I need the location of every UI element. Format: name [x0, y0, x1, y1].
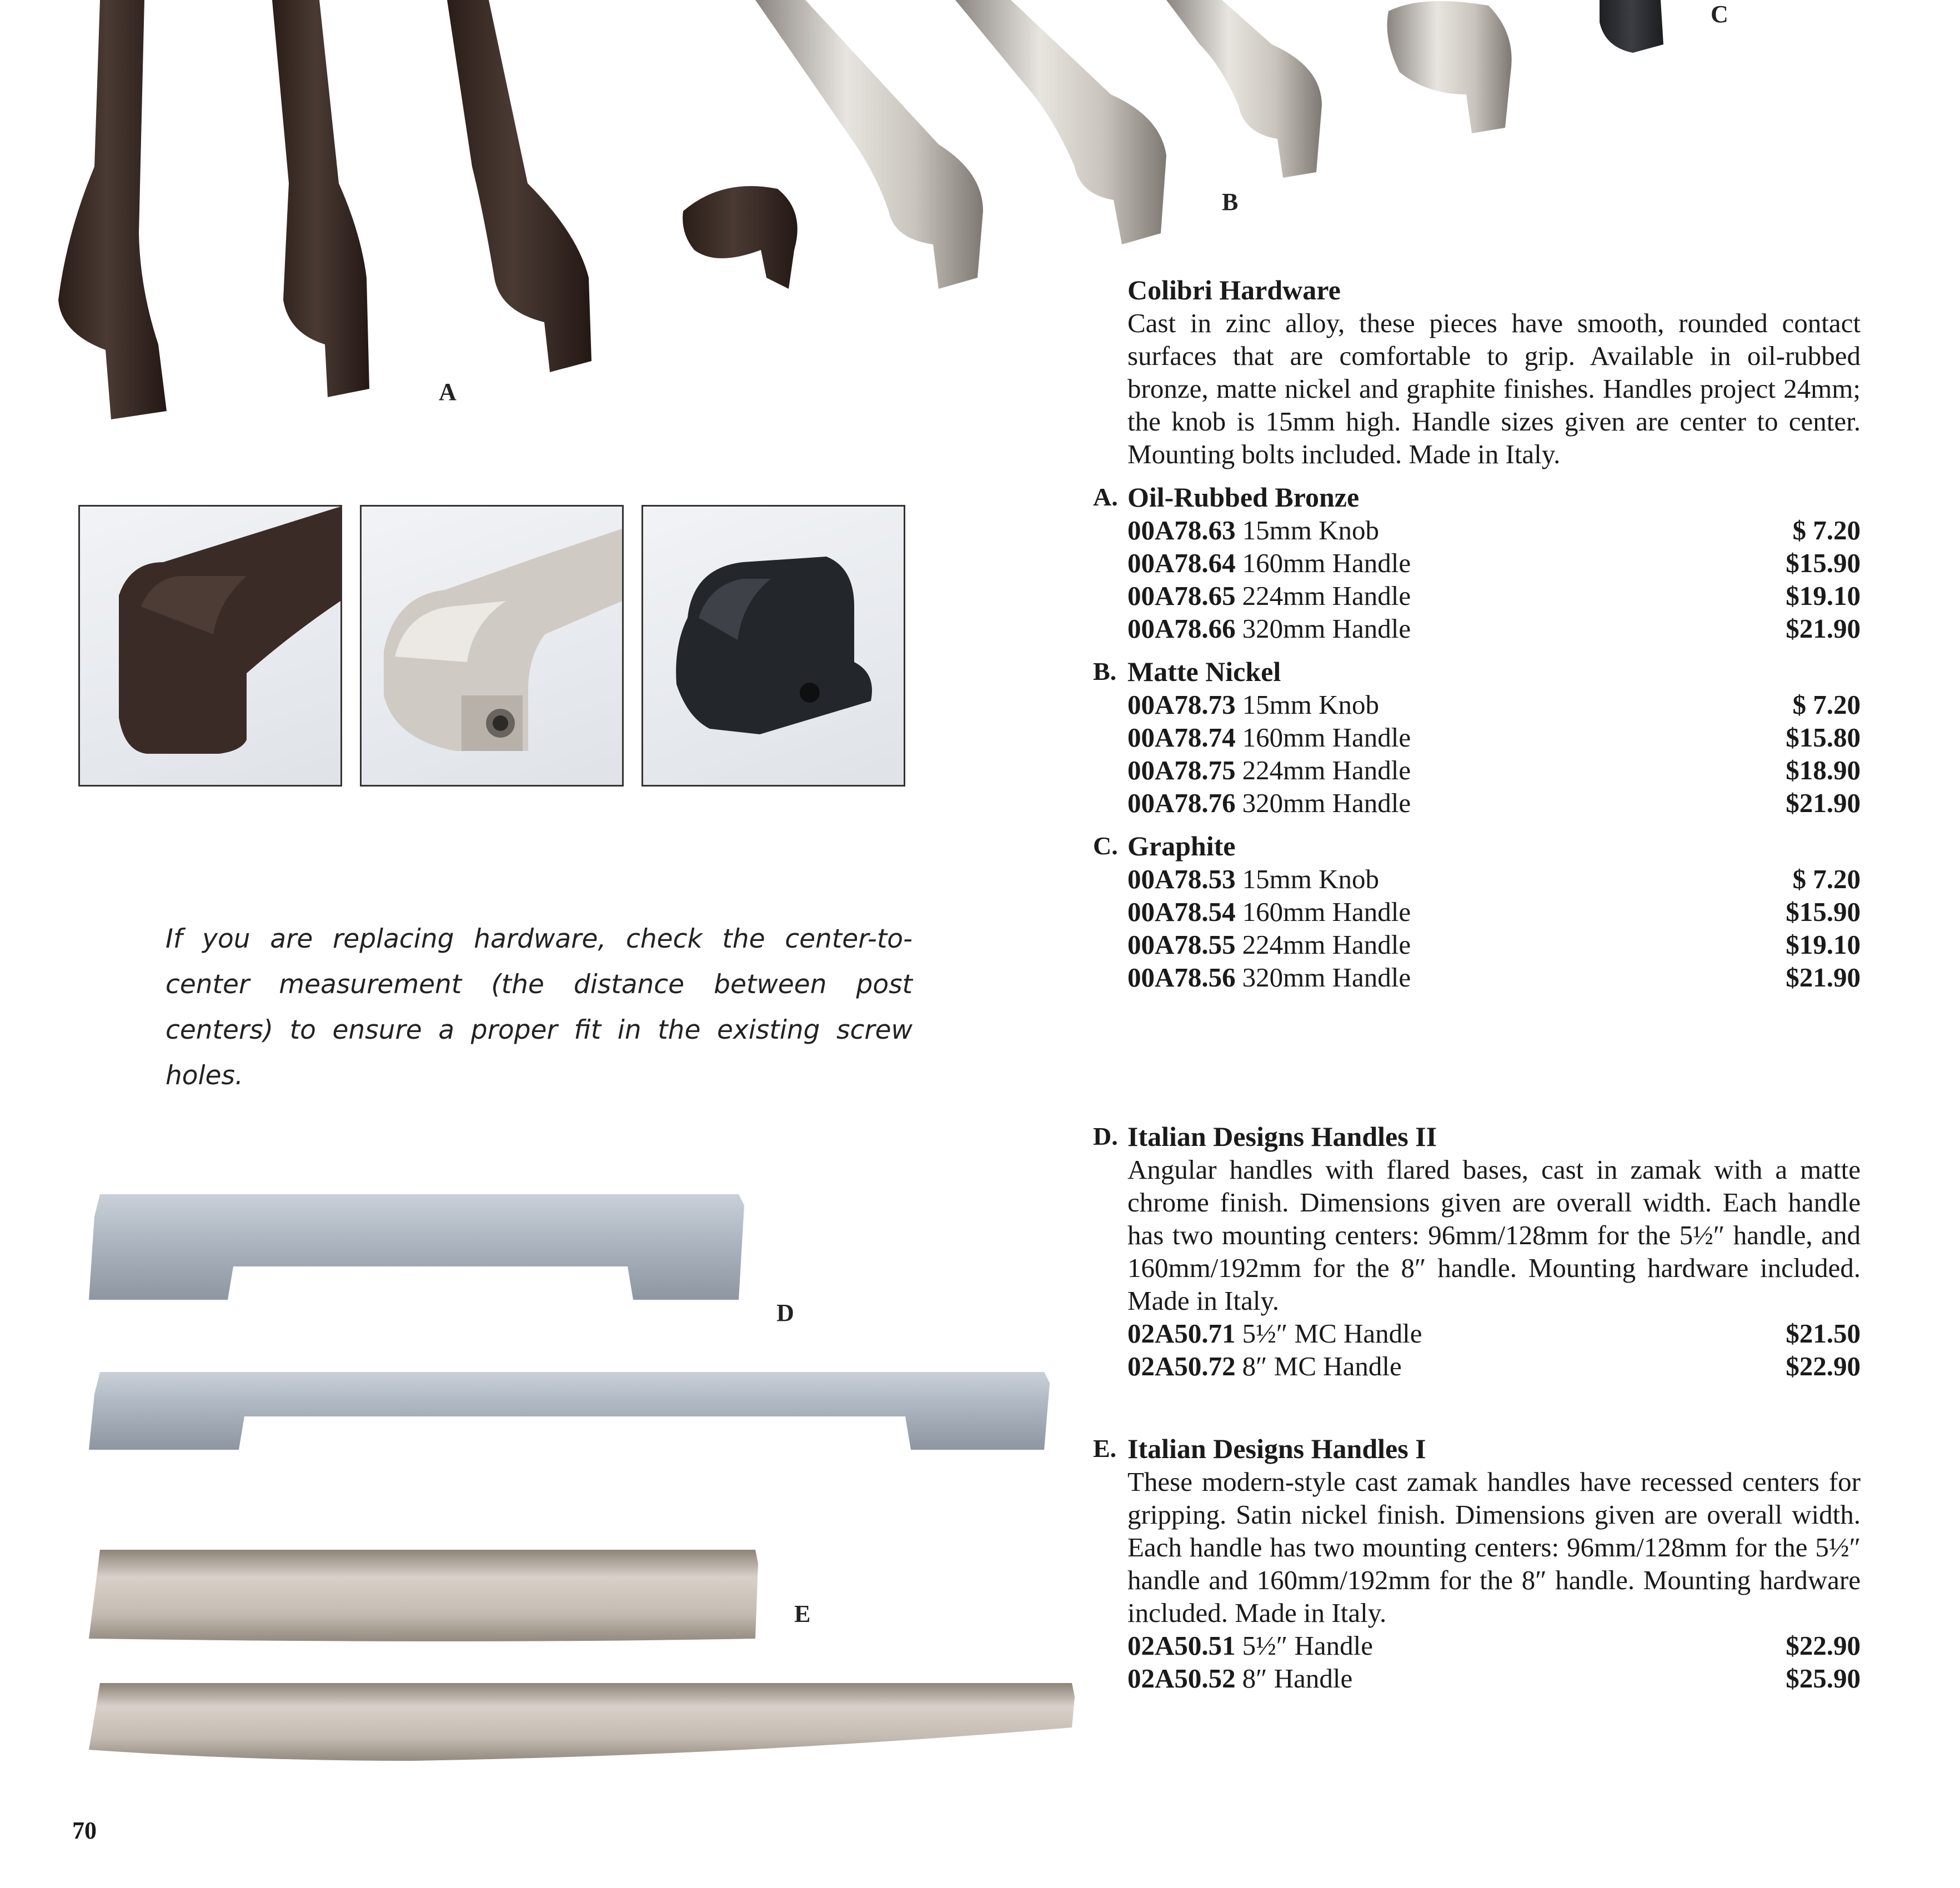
price-row — [1127, 787, 1861, 819]
page-number: 70 — [72, 1817, 97, 1844]
price-row — [1127, 1350, 1861, 1383]
section-description: These modern-style cast zamak handles have recessed centers for gripping. Satin nickel finish. Dimensions given are overall width. Each handle has two mounting centers: 96mm/128mm for the 5½″ handle and 160mm/192mm for the 8″ handle. Mounting hardware included. Made in Italy. — [1127, 1466, 1861, 1628]
bronze-handle-detail-thumbnail — [78, 505, 342, 787]
item-desc: 15mm Knob — [1242, 689, 1380, 720]
section-description: Angular handles with flared bases, cast in zamak with a matte chrome finish. Dimensions given are overall width. Each handle has two mounting centers: 96mm/128mm for the 5½″ handle, and 160mm/192mm for the 8″ handle. Mounting hardware included. Made in Italy. — [1127, 1154, 1861, 1316]
replacement-tip: If you are replacing hardware, check the center-to-center measurement (the distance between post centers) to ensure a proper fit in the existing screw holes. — [166, 924, 913, 1091]
price-row — [1127, 928, 1861, 961]
item-sku: 02A50.72 — [1127, 1351, 1236, 1381]
item-price: $22.90 — [1786, 1630, 1861, 1661]
item-sku: 00A78.64 — [1127, 548, 1236, 578]
price-row — [1127, 754, 1861, 787]
italian-handles-illustration — [78, 1194, 1105, 1783]
graphite-knob-detail-thumbnail — [641, 505, 905, 787]
price-row — [1127, 895, 1861, 928]
item-desc: 5½″ Handle — [1242, 1630, 1373, 1661]
italian-designs-ii-section — [1093, 1120, 1861, 1383]
price-row — [1127, 721, 1861, 754]
item-sku: 00A78.65 — [1127, 580, 1236, 611]
item-price: $21.90 — [1786, 788, 1861, 818]
price-row — [1127, 547, 1861, 579]
item-desc: 224mm Handle — [1242, 580, 1411, 611]
group-name: Graphite — [1127, 830, 1236, 862]
item-price: $21.90 — [1786, 962, 1861, 993]
item-sku: 00A78.54 — [1127, 897, 1236, 927]
item-desc: 160mm Handle — [1242, 722, 1411, 753]
group-letter: A. — [1093, 483, 1118, 511]
price-row — [1127, 863, 1861, 895]
colibri-section — [1093, 273, 1861, 994]
item-price: $15.80 — [1786, 722, 1861, 753]
item-desc: 8″ Handle — [1242, 1663, 1353, 1694]
item-price: $21.90 — [1786, 613, 1861, 644]
item-desc: 15mm Knob — [1242, 515, 1380, 545]
item-sku: 02A50.71 — [1127, 1318, 1236, 1349]
item-price: $ 7.20 — [1792, 515, 1861, 545]
section-letter: E. — [1093, 1434, 1117, 1463]
colibri-description: Cast in zinc alloy, these pieces have smooth, rounded contact surfaces that are comfortable to grip. Available in oil-rubbed bronze, matte nickel and graphite finishes. Handles project 24mm; the knob is 15mm high. Handle sizes given are center to center. Mounting bolts included. Made in Italy. — [1127, 308, 1861, 469]
finish-group-oil-rubbed-bronze — [1093, 480, 1861, 645]
photo-label-a: A — [439, 378, 457, 405]
price-row — [1127, 1662, 1861, 1695]
item-desc: 320mm Handle — [1242, 788, 1411, 818]
item-price: $19.10 — [1786, 929, 1861, 960]
section-title: Italian Designs Handles I — [1127, 1433, 1426, 1464]
nickel-handle-detail-image — [362, 507, 622, 785]
item-sku: 00A78.66 — [1127, 613, 1236, 644]
price-row — [1127, 1629, 1861, 1662]
item-price: $15.90 — [1786, 897, 1861, 927]
italian-designs-photo — [78, 1194, 1105, 1783]
colibri-title: Colibri Hardware — [1127, 274, 1341, 306]
item-sku: 00A78.74 — [1127, 722, 1236, 753]
item-desc: 320mm Handle — [1242, 613, 1411, 644]
finish-group-graphite — [1093, 829, 1861, 994]
item-desc: 8″ MC Handle — [1242, 1351, 1402, 1381]
item-price: $22.90 — [1786, 1351, 1861, 1381]
price-row — [1127, 612, 1861, 645]
graphite-knob-detail-image — [643, 507, 904, 785]
item-price: $18.90 — [1786, 755, 1861, 785]
photo-label-c: C — [1711, 1, 1728, 28]
item-desc: 160mm Handle — [1242, 548, 1411, 578]
item-sku: 00A78.56 — [1127, 962, 1236, 993]
price-row — [1127, 961, 1861, 994]
item-price: $19.10 — [1786, 580, 1861, 611]
price-row — [1127, 514, 1861, 547]
item-desc: 224mm Handle — [1242, 755, 1411, 785]
photo-label-b: B — [1222, 188, 1239, 216]
group-name: Oil-Rubbed Bronze — [1127, 482, 1360, 513]
item-sku: 02A50.52 — [1127, 1663, 1236, 1694]
item-desc: 160mm Handle — [1242, 897, 1411, 927]
item-sku: 00A78.55 — [1127, 929, 1236, 960]
item-desc: 15mm Knob — [1242, 864, 1380, 894]
price-row — [1127, 1317, 1861, 1350]
section-title: Italian Designs Handles II — [1127, 1121, 1437, 1152]
group-name: Matte Nickel — [1127, 656, 1281, 687]
item-price: $21.50 — [1786, 1318, 1861, 1349]
item-desc: 5½″ MC Handle — [1242, 1318, 1422, 1349]
item-sku: 00A78.73 — [1127, 689, 1236, 720]
bronze-handle-detail-image — [80, 507, 340, 785]
italian-designs-i-section — [1093, 1432, 1861, 1695]
item-sku: 00A78.63 — [1127, 515, 1236, 545]
item-price: $25.90 — [1786, 1663, 1861, 1694]
nickel-handle-detail-thumbnail — [360, 505, 624, 787]
item-sku: 00A78.75 — [1127, 755, 1236, 785]
finish-group-matte-nickel — [1093, 655, 1861, 819]
item-desc: 320mm Handle — [1242, 962, 1411, 993]
item-sku: 00A78.53 — [1127, 864, 1236, 894]
group-letter: B. — [1093, 657, 1117, 685]
item-price: $ 7.20 — [1792, 864, 1861, 894]
photo-label-d: D — [776, 1299, 794, 1326]
photo-label-e: E — [794, 1600, 811, 1627]
item-desc: 224mm Handle — [1242, 929, 1411, 960]
item-sku: 02A50.51 — [1127, 1630, 1236, 1661]
item-sku: 00A78.76 — [1127, 788, 1236, 818]
item-price: $ 7.20 — [1792, 689, 1861, 720]
section-letter: D. — [1093, 1122, 1118, 1150]
price-row — [1127, 688, 1861, 721]
item-price: $15.90 — [1786, 548, 1861, 578]
group-letter: C. — [1093, 832, 1118, 860]
price-row — [1127, 579, 1861, 612]
